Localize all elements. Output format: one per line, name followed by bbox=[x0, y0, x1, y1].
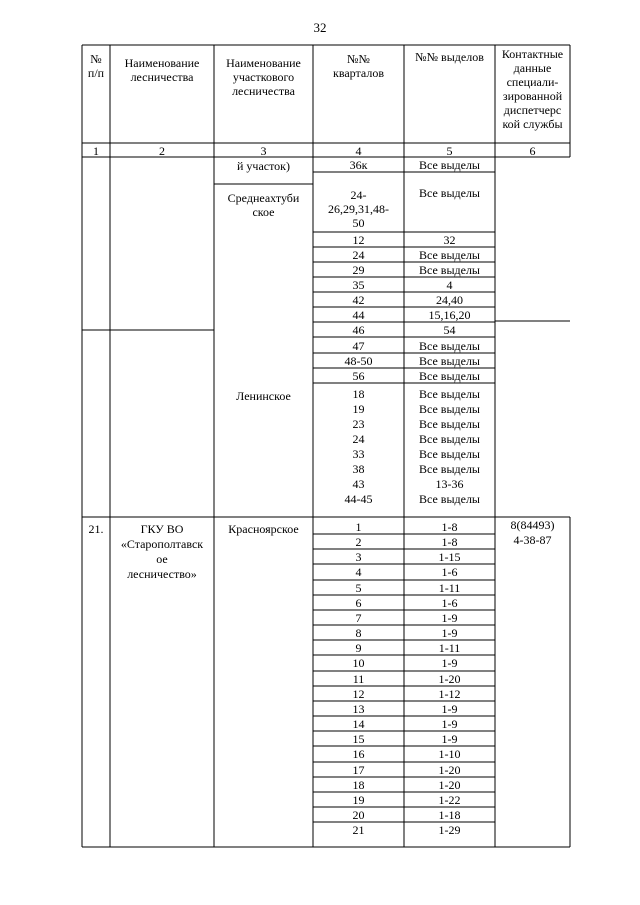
quarter-cell: 17 bbox=[352, 763, 365, 777]
allotment-cell: 1-12 bbox=[438, 687, 461, 701]
allotment-cell: Все выделы bbox=[418, 186, 480, 200]
header-col-forestry: Наименование лесничества bbox=[124, 56, 200, 84]
column-number-5: 5 bbox=[446, 144, 453, 158]
quarter-cell: 38 bbox=[352, 462, 365, 476]
allotment-cell: 1-9 bbox=[441, 611, 458, 625]
quarter-cell: 5 bbox=[355, 581, 362, 595]
quarter-cell: 56 bbox=[352, 369, 365, 383]
district-name: Среднеахтуби bbox=[227, 191, 300, 205]
quarter-cell: 47 bbox=[352, 339, 365, 353]
quarter-cell: 1 bbox=[355, 520, 362, 534]
entry-number: 21. bbox=[88, 522, 104, 536]
allotment-cell: 1-9 bbox=[441, 717, 458, 731]
allotment-cell: 1-6 bbox=[441, 596, 458, 610]
allotment-cell: Все выделы bbox=[418, 462, 480, 476]
allotment-cell: 1-9 bbox=[441, 656, 458, 670]
allotment-cell: 1-8 bbox=[441, 520, 458, 534]
allotment-cell: Все выделы bbox=[418, 447, 480, 461]
allotment-cell: Все выделы bbox=[418, 248, 480, 262]
district-name: Ленинское bbox=[236, 389, 291, 403]
header-col-allotments: №№ выделов bbox=[415, 50, 484, 64]
allotment-cell: 4 bbox=[446, 278, 453, 292]
allotment-cell: Все выделы bbox=[418, 492, 480, 506]
quarter-cell: 33 bbox=[352, 447, 365, 461]
column-number-1: 1 bbox=[93, 144, 99, 158]
allotment-cell: 1-20 bbox=[438, 672, 461, 686]
district-name-continued: й участок) bbox=[236, 159, 291, 173]
quarter-cell: 8 bbox=[355, 626, 362, 640]
quarter-cell: 12 bbox=[352, 233, 365, 247]
header-col-district: Наименование участкового лесничества bbox=[226, 56, 301, 98]
quarter-cell: 46 bbox=[352, 323, 365, 337]
header-col-contacts: Контактные данные специали- зированной диспетчерс кой службы bbox=[501, 47, 564, 131]
quarter-cell: 15 bbox=[352, 732, 365, 746]
quarter-cell: 29 bbox=[352, 263, 365, 277]
allotment-cell: Все выделы bbox=[418, 339, 480, 353]
quarter-cell: 4 bbox=[355, 565, 362, 579]
district-name: ское bbox=[252, 205, 275, 219]
quarter-cell: 21 bbox=[352, 823, 365, 837]
allotment-cell: Все выделы bbox=[418, 369, 480, 383]
quarter-cell: 18 bbox=[352, 778, 365, 792]
allotment-cell: 1-6 bbox=[441, 565, 458, 579]
quarter-cell: 50 bbox=[352, 216, 365, 230]
quarter-cell: 44 bbox=[352, 308, 365, 322]
header-col-quarters: №№ кварталов bbox=[333, 52, 384, 80]
quarter-cell: 16 bbox=[352, 747, 365, 761]
quarter-cell: 20 bbox=[352, 808, 365, 822]
quarter-cell: 6 bbox=[355, 596, 362, 610]
allotment-cell: 1-20 bbox=[438, 778, 461, 792]
allotment-cell: 1-18 bbox=[438, 808, 461, 822]
allotment-cell: Все выделы bbox=[418, 354, 480, 368]
contact-phone-code: 8(84493) bbox=[510, 518, 555, 532]
column-number-2: 2 bbox=[159, 144, 165, 158]
allotment-cell: 24,40 bbox=[436, 293, 463, 307]
quarter-cell: 42 bbox=[352, 293, 365, 307]
header-col-number: № п/п bbox=[87, 52, 105, 80]
allotment-cell: Все выделы bbox=[418, 417, 480, 431]
allotment-cell: 13-36 bbox=[435, 477, 464, 491]
quarter-cell: 3 bbox=[355, 550, 362, 564]
quarter-cell: 14 bbox=[352, 717, 365, 731]
quarter-cell: 12 bbox=[352, 687, 365, 701]
quarter-cell: 13 bbox=[352, 702, 365, 716]
allotment-cell: 54 bbox=[443, 323, 456, 337]
allotment-cell: 1-8 bbox=[441, 535, 458, 549]
forestry-name: «Старополтавск bbox=[120, 537, 204, 551]
allotment-cell: 1-22 bbox=[438, 793, 461, 807]
forestry-name: ГКУ ВО bbox=[140, 522, 184, 536]
quarter-cell: 10 bbox=[352, 656, 365, 670]
allotment-cell: Все выделы bbox=[418, 158, 480, 172]
quarter-cell: 43 bbox=[352, 477, 365, 491]
quarter-cell: 19 bbox=[352, 793, 365, 807]
quarter-cell: 44-45 bbox=[344, 492, 373, 506]
allotment-cell: 1-20 bbox=[438, 763, 461, 777]
allotment-cell: 32 bbox=[443, 233, 456, 247]
allotment-cell: 1-10 bbox=[438, 747, 461, 761]
quarter-cell: 9 bbox=[355, 641, 362, 655]
allotment-cell: 1-9 bbox=[441, 626, 458, 640]
quarter-cell: 36к bbox=[349, 158, 368, 172]
page-number: 32 bbox=[313, 20, 327, 35]
quarter-cell: 26,29,31,48- bbox=[328, 202, 389, 216]
forestry-name: лесничество» bbox=[127, 567, 197, 581]
allotment-cell: 1-15 bbox=[438, 550, 461, 564]
allotment-cell: 1-11 bbox=[438, 581, 461, 595]
allotment-cell: Все выделы bbox=[418, 263, 480, 277]
quarter-cell: 24- bbox=[350, 188, 367, 202]
allotment-cell: Все выделы bbox=[418, 402, 480, 416]
allotment-cell: 1-9 bbox=[441, 732, 458, 746]
allotment-cell: Все выделы bbox=[418, 432, 480, 446]
quarter-cell: 48-50 bbox=[344, 354, 373, 368]
column-number-6: 6 bbox=[529, 144, 536, 158]
quarter-cell: 2 bbox=[355, 535, 362, 549]
quarter-cell: 11 bbox=[352, 672, 365, 686]
allotment-cell: 15,16,20 bbox=[428, 308, 471, 322]
district-name: Красноярское bbox=[228, 522, 299, 536]
quarter-cell: 23 bbox=[352, 417, 365, 431]
contact-phone-number: 4-38-87 bbox=[513, 533, 552, 547]
quarter-cell: 7 bbox=[355, 611, 362, 625]
allotment-cell: 1-29 bbox=[438, 823, 461, 837]
quarter-cell: 19 bbox=[352, 402, 365, 416]
allotment-cell: 1-11 bbox=[438, 641, 461, 655]
allotment-cell: Все выделы bbox=[418, 387, 480, 401]
forestry-name: ое bbox=[156, 552, 168, 566]
column-number-4: 4 bbox=[355, 144, 362, 158]
column-number-3: 3 bbox=[260, 144, 267, 158]
quarter-cell: 18 bbox=[352, 387, 365, 401]
quarter-cell: 24 bbox=[352, 248, 365, 262]
allotment-cell: 1-9 bbox=[441, 702, 458, 716]
quarter-cell: 35 bbox=[352, 278, 365, 292]
quarter-cell: 24 bbox=[352, 432, 365, 446]
